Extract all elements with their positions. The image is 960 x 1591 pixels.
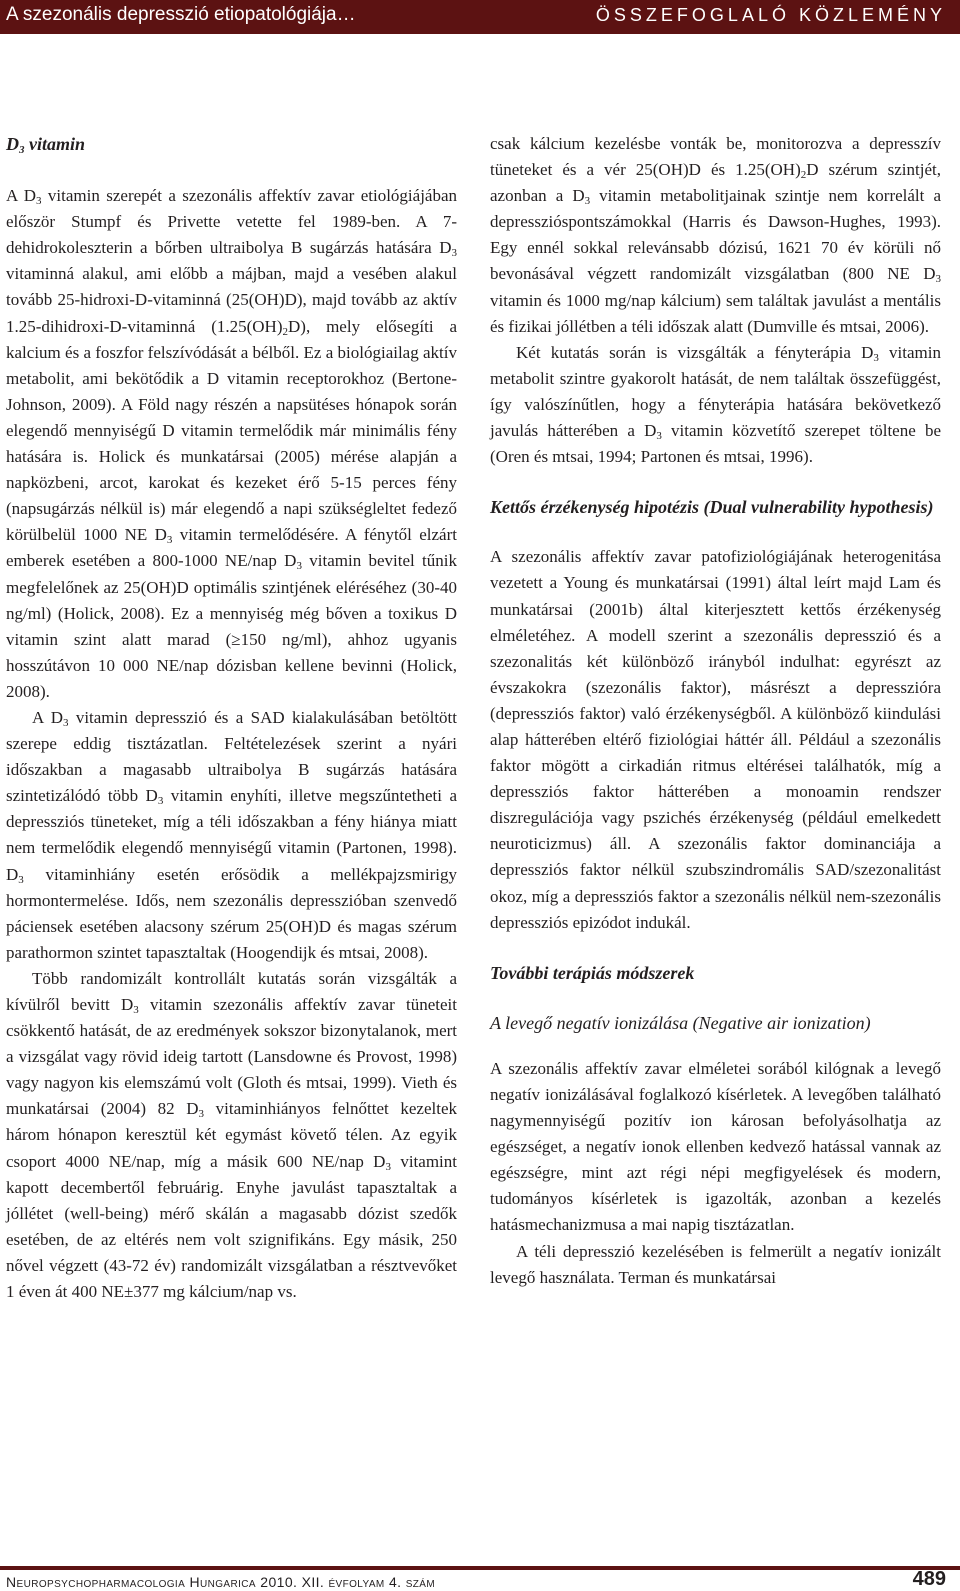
text-run: vitamin metabolitjainak szintje nem korrelált a depresszióspontszámokkal (Harris és Dawson-Hughes, 1993). Egy ennél sokkal relevánsabb dózisú, 1621 70 év körüli nő bevonásával végzett randomizált vizsgálatban (800 NE D <box>490 186 941 284</box>
body-paragraph <box>490 1056 941 1239</box>
text-run: vitamin közvetítő szerepet töltene be (Oren és mtsai, 1994; Partonen és mtsai, 1996). <box>490 421 942 467</box>
body-paragraph <box>490 544 941 935</box>
text-run: vitamin és 1000 mg/nap kálcium) sem találtak javulást a mentális és fizikai jóllétben a téli időszak alatt (Dumville és mtsai, 2006). <box>490 290 941 336</box>
footer-rule <box>0 1566 960 1570</box>
text-run: vitamin metabolit szintre gyakorolt hatását, de nem találtak összefüggést, így valószínűtlen, hogy a fényterápia hatására bekövetkező javulás hátterében a D <box>490 342 941 441</box>
page-number: 489 <box>912 1568 946 1590</box>
text-run: vitaminhiány esetén erősödik a mellékpajzsmirigy hormontermelése. Idős, nem szezonális depresszióban szenvedő páciensek esetében alacsony szérum 25(OH)D és magas szérum parathormon szintet tapasztaltak (Hoogendijk és mtsai, 2008). <box>6 864 457 962</box>
text-run: D szérum szintjét, azonban a D <box>490 160 941 206</box>
subscript: 3 <box>62 716 69 729</box>
subscript: 3 <box>18 873 24 886</box>
body-paragraph <box>490 340 941 470</box>
subscript: 3 <box>166 534 173 547</box>
subscript: 3 <box>656 430 662 443</box>
text-run: A szezonális affektív zavar elméletei sorából kilógnak a levegő negatív ionizálásával foglalkozó kísérletek. A levegőben található nagymennyiségű pozitív ion károsan befolyásolhatja az egészséget, a negatív ionok ellenben kedvező hatással vannak az egészségre, mint azt régi népi megfigyelések és modern, tudományos kísérletek is igazolták, azonban a kezelés hatásmechanizmusa a mai napig tisztázatlan. <box>490 1058 941 1235</box>
body-paragraph <box>490 1239 941 1291</box>
text-run: Több randomizált kontrollált kutatás során vizsgálták a kívülről bevitt D <box>6 968 457 1014</box>
text-run: vitamin depresszió és a SAD kialakulásában betöltött szerepe eddig tisztázatlan. Feltételezések szerint a nyári időszakban a magasabb ultraibolya B sugárzás hatására szintetizálódó több D <box>6 707 457 806</box>
subsection-heading: A levegő negatív ionizálása (Negative air ionization) <box>490 1012 871 1033</box>
subscript: 3 <box>584 195 591 208</box>
text-run: A téli depresszió kezelésében is felmerült a negatív ionizált levegő használata. Terman és munkatársai <box>490 1241 941 1287</box>
section-heading: Kettős érzékenység hipotézis (Dual vulnerability hypothesis) <box>490 497 934 518</box>
text-run: vitamin termelődésére. A fénytől elzárt emberek esetében a 800-1000 NE/nap D <box>6 525 457 571</box>
subscript: 3 <box>198 1108 205 1121</box>
subscript: 3 <box>36 195 42 208</box>
text-run: A D <box>32 707 63 727</box>
left-column <box>6 131 457 1305</box>
body-paragraph <box>490 131 941 340</box>
text-run: A szezonális affektív zavar patofiziológiájának heterogenitása vezetett a Young és munkatársai (1991) által leírt majd Lam és munkatársai (2001b) által kiterjesztett kettős érzékenység elméletéhez. A modell szerint a szezonális depresszió és a szezonalitás két különböző irányból indulhat: egyrészt az évszakokra (szezonális faktor), másrészt a depresszióra (depressziós faktor) való érzékenységből. A különböző kiindulási alap hátterében eltérő fiziológiai háttér áll. Például a szezonális faktor mögött a cirkadián ritmus eltérései találhatók, míg a depressziós faktor hátterében a monoamin rendszer diszregulációja vagy pszichés érzékenység (például emelkedett neuroticizmus) áll. A szezonális faktor dominanciája a depressziós faktor nélkül szubszindromális SAD/szezonalitást okoz, míg a depressziós faktor a szezonális nélkül nem-szezonális depressziós epizódot indukál. <box>490 547 941 932</box>
text-run: vitamint kapott decembertől februárig. Enyhe javulást tapasztaltak a jóllétet (well-being) mérő skálán a magasabb dózist szedők esetében, de az eltérés nem volt szignifikáns. Egy másik, 250 nővel végzett (43-72 év) randomizált vizsgálatban a résztvevőket 1 éven át 400 NE±377 mg kálcium/nap vs. <box>6 1151 457 1302</box>
subscript: 2 <box>800 169 807 182</box>
text-run: Két kutatás során is vizsgálták a fényterápia D <box>516 342 874 362</box>
subscript: 3 <box>935 273 941 286</box>
text-run: A D <box>6 186 37 206</box>
subscript: 3 <box>873 351 879 364</box>
text-run: vitamin szerepét a szezonális affektív zavar etiológiájában először Stumpf és Privette vetette fel 1989-ben. A 7-dehidrokoleszterin a bőrben ultraibolya B sugárzás hatására D <box>6 186 458 258</box>
body-paragraph <box>6 705 457 966</box>
subscript: 3 <box>385 1160 391 1173</box>
subscript: 3 <box>296 560 302 573</box>
footer-journal-name: Neuropsychopharmacologia Hungarica 2010. XII. évfolyam 4. szám <box>6 1574 436 1590</box>
text-run: vitamin bevitel tűnik megfelelőnek az 25(OH)D optimális szintjének eléréséhez (30-40 ng/ml) (Holick, 2008). Ez a mennyiség még bőven a toxikus D vitamin szint alatt marad (≥150 ng/ml), ahhoz ugyanis hosszútávon 10 000 NE/nap dózisban kellene bevinni (Holick, 2008). <box>6 551 457 701</box>
subscript: 3 <box>157 795 164 808</box>
text-run: vitaminhiányos felnőttet kezeltek három hónapon keresztül két egymást követő télen. Az egyik csoport 4000 NE/nap, míg a másik 600 NE/nap D <box>6 1099 457 1171</box>
text-run: vitamin enyhíti, illetve megszűntetheti a depressziós tüneteket, míg a téli időszakban a fény hiánya miatt nem termelődik elegendő mennyiségű vitamin (Partonen, 1998). D <box>6 786 457 884</box>
text-run: csak kálcium kezelésbe vonták be, monitorozva a depresszív tüneteket és a vér 25(OH)D és 1.25(OH) <box>490 134 941 180</box>
body-paragraph <box>6 966 457 1305</box>
right-column <box>490 131 941 1291</box>
text-run: D), mely elősegíti a kalcium és a foszfor felszívódását a bélből. Ez a biológiailag aktív metabolit, ami bekötődik a D vitamin receptorokhoz (Bertone-Johnson, 2009). A Föld nagy részén a napsütéses hónapok során elegendő mennyiségű D vitamin termelődik már minimális fény hatására is. Holick és munkatársai (2005) mérése alapján a napközbeni, arcot, karokat és kezeket érő 5-15 perces fény (napsugárzás nélkül is) már elegendő a napi szükségleltet fedező körülbelül 1000 NE D <box>6 316 457 545</box>
running-header <box>0 0 960 34</box>
section-heading-d3-vitamin: $D_3$ vitamin <box>6 134 86 156</box>
subscript: 3 <box>451 247 457 260</box>
subscript: 2 <box>282 325 288 338</box>
body-paragraph <box>6 183 457 705</box>
header-section-label: ÖSSZEFOGLALÓ KÖZLEMÉNY <box>595 5 946 25</box>
section-heading: További terápiás módszerek <box>490 962 695 983</box>
subscript: 3 <box>133 1004 139 1016</box>
text-run: vitamin szezonális affektív zavar tüneteit csökkentő hatását, de az eredmények sokszor bizonytalanok, mert a vizsgálat vagy rövid ideig tartott (Lansdowne és Provost, 1998) vagy nagyon kis elemszámú volt (Gloth és mtsai, 1999). Vieth és munkatársai (2004) 82 D <box>6 995 457 1119</box>
header-article-title: A szezonális depresszió etiopatológiája… <box>6 4 356 25</box>
text-run: vitaminná alakul, ami előbb a májban, majd a vesében alakul tovább 25-hidroxi-D-vitaminná (25(OH)D), majd tovább az aktív 1.25-dihidroxi-D-vitaminná (1.25(OH) <box>6 264 457 336</box>
